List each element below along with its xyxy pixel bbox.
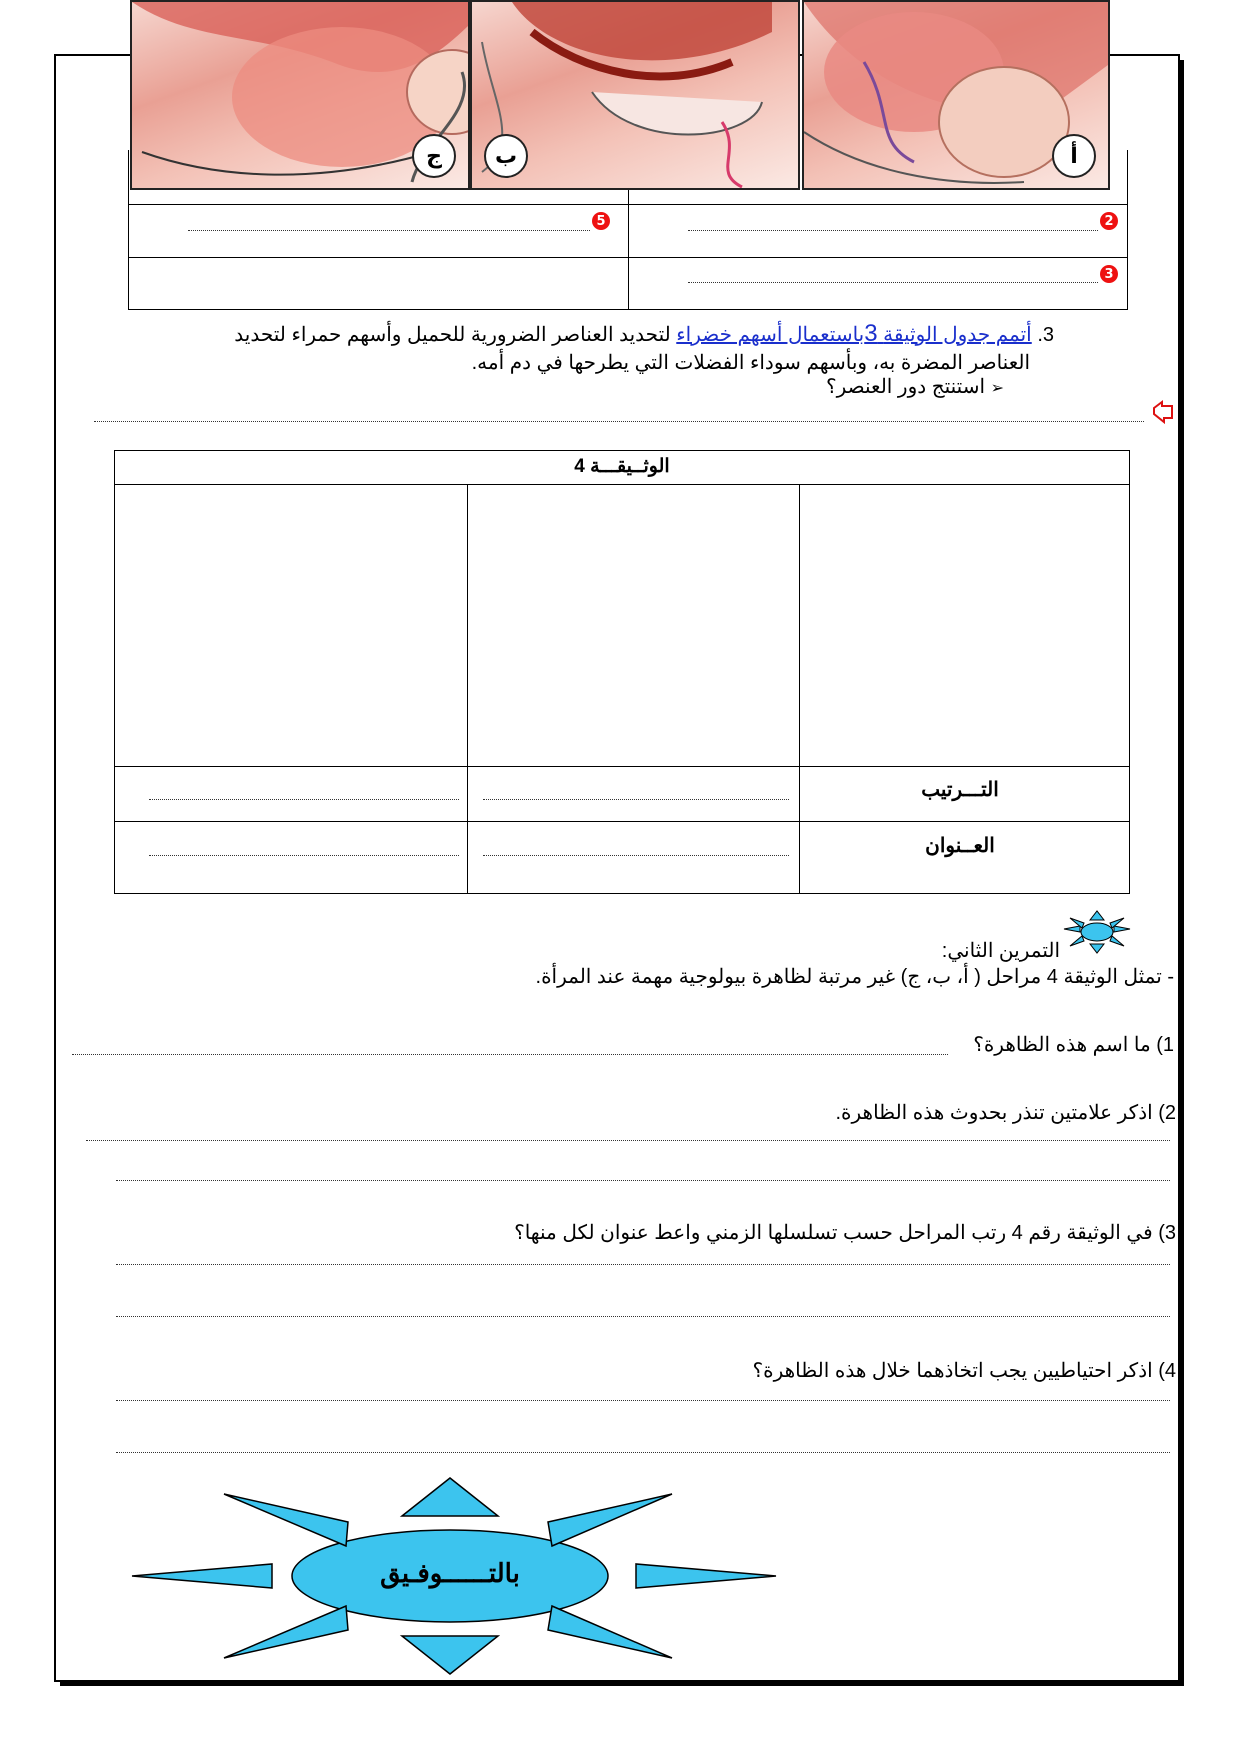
stage-image-b — [470, 0, 800, 190]
closing-message: بالتــــــوفـيق — [380, 1558, 520, 1588]
answer-line[interactable] — [94, 421, 1144, 422]
row-number-badge: 2 — [1100, 212, 1118, 230]
question-3: 3) في الوثيقة رقم 4 رتب المراحل حسب تسلسلها الزمني واعط عنوان لكل منها؟ — [514, 1222, 1176, 1244]
question-4: 4) اذكر احتياطيين يجب اتخاذهما خلال هذه الظاهرة؟ — [752, 1360, 1176, 1382]
answer-line[interactable] — [688, 282, 1098, 283]
document4-table — [114, 450, 1130, 894]
question3-line2: العناصر المضرة به، وبأسهم سوداء الفضلات التي يطرحها في دم أمه. — [471, 352, 1030, 374]
title-row-label: العــنوان — [925, 835, 995, 857]
answer-line[interactable] — [483, 799, 789, 800]
stage-picture-cell — [468, 485, 798, 765]
question3-text: لتحديد العناصر الضرورية للحميل وأسهم حمراء لتحديد — [234, 324, 677, 346]
image-label-badge: ب — [484, 134, 528, 178]
answer-line[interactable] — [116, 1180, 1170, 1181]
answer-line[interactable] — [116, 1264, 1170, 1265]
stage-picture-cell — [116, 485, 466, 765]
answer-line[interactable] — [116, 1400, 1170, 1401]
closing-sun-decoration — [128, 1476, 778, 1676]
answer-line[interactable] — [483, 855, 789, 856]
answer-line[interactable] — [188, 230, 590, 231]
exercise2-intro: - تمثل الوثيقة 4 مراحل ( أ، ب، ج) غير مرتبة لظاهرة بيولوجية مهمة عند المرأة. — [535, 966, 1174, 988]
question-1: 1) ما اسم هذه الظاهرة؟ — [973, 1034, 1174, 1056]
stage-image-a — [802, 0, 1110, 190]
question3-number: 3. — [1037, 324, 1054, 346]
exercise2-heading: التمرين الثاني: — [941, 940, 1060, 962]
image-label-badge: ج — [412, 134, 456, 178]
document3-link[interactable]: أتمم جدول الوثيقة 3باستعمال أسهم خضراء — [676, 320, 1032, 347]
answer-line[interactable] — [86, 1140, 1170, 1141]
frame-shadow-bottom — [60, 1682, 1184, 1686]
stage-image-c — [130, 0, 470, 190]
answer-line[interactable] — [149, 799, 459, 800]
frame-shadow-right — [1180, 60, 1184, 1686]
star-decoration-icon — [1062, 910, 1132, 958]
answer-line[interactable] — [149, 855, 459, 856]
answer-line[interactable] — [72, 1054, 948, 1055]
answer-line[interactable] — [116, 1452, 1170, 1453]
return-arrow-icon[interactable] — [1150, 400, 1174, 430]
question3-line1 — [114, 320, 1054, 348]
answer-line[interactable] — [688, 230, 1098, 231]
question3-line3: ➢ استنتج دور العنصر؟ — [826, 376, 1004, 398]
question-2: 2) اذكر علامتين تنذر بحدوث هذه الظاهرة. — [835, 1102, 1176, 1124]
row-number-badge: 3 — [1100, 265, 1118, 283]
bullet-arrow-icon: ➢ — [990, 380, 1004, 397]
document4-title: الوثــيقـــة 4 — [574, 456, 670, 477]
order-row-label: التـــرتيب — [921, 779, 999, 801]
image-label-badge: أ — [1052, 134, 1096, 178]
stage-picture-cell — [800, 485, 1128, 765]
answer-line[interactable] — [116, 1316, 1170, 1317]
row-number-badge: 5 — [592, 212, 610, 230]
